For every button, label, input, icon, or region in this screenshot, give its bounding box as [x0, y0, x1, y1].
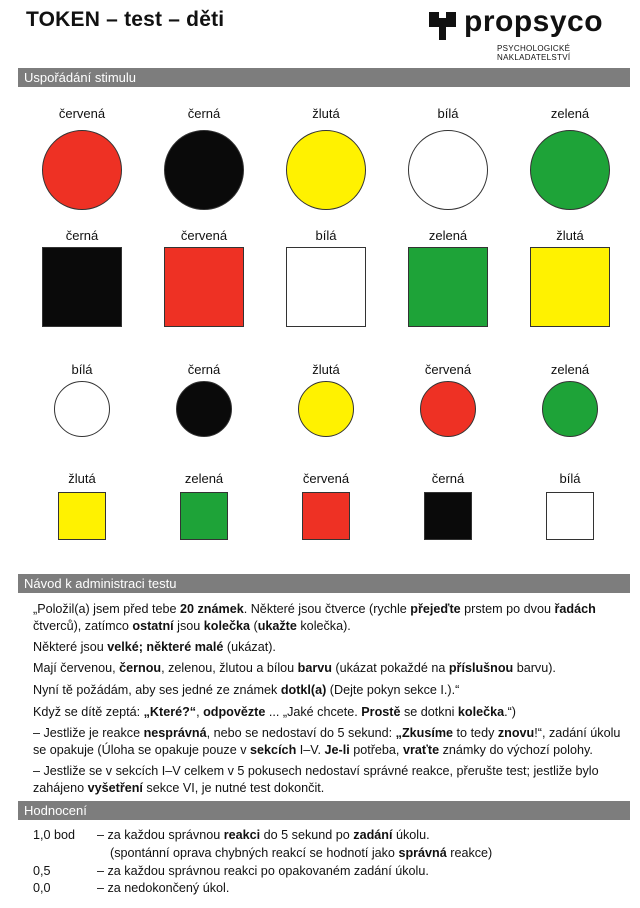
small-circle-token	[542, 381, 598, 437]
stimulus-item	[514, 228, 626, 327]
color-label: žlutá	[312, 362, 340, 377]
color-label: bílá	[559, 471, 581, 486]
stimulus-item	[392, 228, 504, 327]
stimulus-item	[392, 471, 504, 540]
instruction-bullet: – Jestliže se v sekcích I–V celkem v 5 pokusech nedostaví správné reakce, přerušte test; jestliže bylo zahájeno vyšetření sekce VI, je nutné test dokončit.	[33, 764, 599, 795]
color-label: černá	[65, 228, 99, 243]
small-square-token	[546, 492, 594, 540]
stimulus-item	[148, 362, 260, 437]
small-square-token	[302, 492, 350, 540]
color-label: zelená	[184, 471, 224, 486]
page-title: TOKEN – test – děti	[26, 8, 225, 31]
large-circle-token	[164, 130, 244, 210]
stimulus-item	[26, 106, 138, 210]
instruction-bullet: – Jestliže je reakce nesprávná, nebo se nedostaví do 5 sekund: „Zkusíme to tedy znovu!“, zadání úkolu se opakuje (Úloha se opakuje pouze v sekcích I–V. Je-li potřeba, vraťte známky do výchozí polohy.	[33, 726, 621, 757]
stimulus-item	[148, 106, 260, 210]
large-circle-token	[408, 130, 488, 210]
stimulus-item	[514, 106, 626, 210]
score-points: 0,5	[33, 864, 51, 878]
stimulus-item	[26, 471, 138, 540]
stimulus-item	[270, 228, 382, 327]
stimulus-item	[26, 228, 138, 327]
color-label: černá	[187, 362, 221, 377]
stimulus-item	[26, 362, 138, 437]
large-square-token	[408, 247, 488, 327]
color-label: zelená	[550, 362, 590, 377]
section-header-instructions: Návod k administraci testu	[18, 574, 630, 593]
color-label: žlutá	[312, 106, 340, 121]
color-label: zelená	[428, 228, 468, 243]
color-label: červená	[180, 228, 228, 243]
color-label: červená	[424, 362, 472, 377]
large-square-token	[42, 247, 122, 327]
large-square-token	[286, 247, 366, 327]
color-label: bílá	[437, 106, 459, 121]
instruction-paragraph: Mají červenou, černou, zelenou, žlutou a bílou barvu (ukázat pokaždé na příslušnou barvu).	[33, 661, 556, 675]
stimulus-item	[270, 106, 382, 210]
stimulus-item	[148, 228, 260, 327]
color-label: zelená	[550, 106, 590, 121]
small-circle-token	[176, 381, 232, 437]
stimulus-item	[514, 362, 626, 437]
score-description: – za každou správnou reakci do 5 sekund po zadání úkolu.	[97, 828, 430, 842]
large-square-token	[164, 247, 244, 327]
color-label: černá	[431, 471, 465, 486]
large-circle-token	[286, 130, 366, 210]
instruction-paragraph: Když se dítě zeptá: „Které?“, odpovězte ... „Jaké chcete. Prostě se dotkni kolečka.“)	[33, 705, 516, 719]
score-description: – za nedokončený úkol.	[97, 881, 230, 895]
color-label: červená	[58, 106, 106, 121]
instruction-paragraph: Některé jsou velké; některé malé (ukázat).	[33, 640, 276, 654]
color-label: bílá	[71, 362, 93, 377]
score-points: 1,0 bod	[33, 828, 76, 842]
stimulus-item	[148, 471, 260, 540]
section-header-scoring: Hodnocení	[18, 801, 630, 820]
color-label: bílá	[315, 228, 337, 243]
stimulus-item	[270, 362, 382, 437]
small-circle-token	[420, 381, 476, 437]
logo-text: propsyco	[464, 5, 604, 38]
propsyco-logo-icon	[428, 10, 458, 40]
small-circle-token	[54, 381, 110, 437]
stimulus-item	[270, 471, 382, 540]
small-circle-token	[298, 381, 354, 437]
instruction-paragraph: „Položil(a) jsem před tebe 20 známek. Některé jsou čtverce (rychle přejeďte prstem po dvou řadách čtverců), zatímco ostatní jsou kolečka (ukažte kolečka).	[33, 602, 596, 633]
color-label: žlutá	[556, 228, 584, 243]
large-circle-token	[530, 130, 610, 210]
color-label: červená	[302, 471, 350, 486]
small-square-token	[424, 492, 472, 540]
color-label: černá	[187, 106, 221, 121]
large-square-token	[530, 247, 610, 327]
logo-subtitle: PSYCHOLOGICKÉ NAKLADATELSTVÍ	[497, 44, 571, 62]
color-label: žlutá	[68, 471, 96, 486]
small-square-token	[58, 492, 106, 540]
score-description: (spontánní oprava chybných reakcí se hodnotí jako správná reakce)	[110, 846, 493, 860]
stimulus-item	[514, 471, 626, 540]
small-square-token	[180, 492, 228, 540]
stimulus-item	[392, 362, 504, 437]
score-points: 0,0	[33, 881, 51, 895]
score-description: – za každou správnou reakci po opakovaném zadání úkolu.	[97, 864, 429, 878]
stimulus-item	[392, 106, 504, 210]
large-circle-token	[42, 130, 122, 210]
section-header-stimuli: Uspořádání stimulu	[18, 68, 630, 87]
instruction-paragraph: Nyní tě požádám, aby ses jedné ze známek dotkl(a) (Dejte pokyn sekce I.).“	[33, 683, 460, 697]
